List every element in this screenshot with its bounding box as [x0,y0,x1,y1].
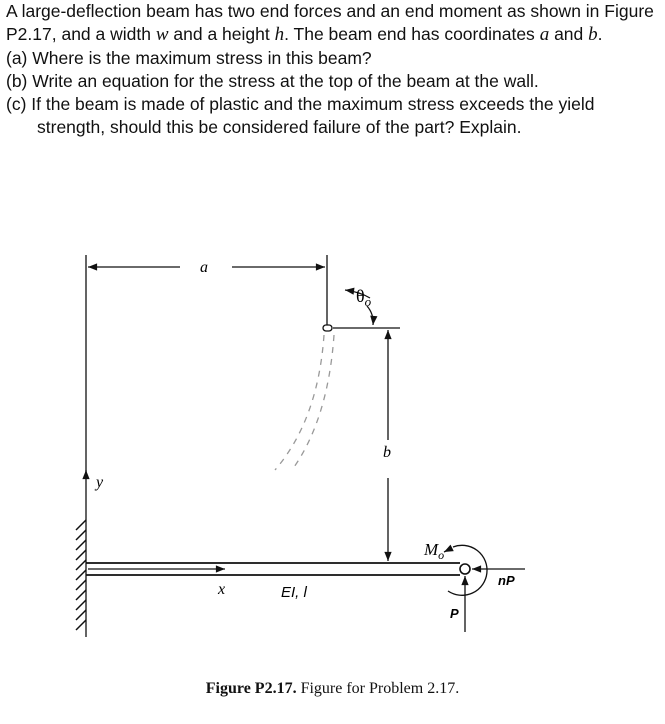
figure-caption [0,680,665,698]
caption-text: Figure for Problem 2.17. [300,680,460,697]
caption-label: Figure P2.17. [205,680,297,697]
var-a: a [539,24,550,46]
intro-text: A large-deflection beam has two end forces and an end moment as shown in Figure P2.17, and a width [6,1,654,45]
label-EI-l: EI, l [281,584,307,601]
deflected-beam-dashed [292,335,334,470]
label-a: a [200,259,208,276]
label-b: b [383,444,391,461]
intro-text: . [597,24,603,45]
label-y: y [96,474,104,491]
theta-symbol: θ [356,286,365,306]
label-x: x [218,581,226,598]
label-moment [423,540,444,562]
var-h: h [274,24,285,46]
wall-hatching [76,520,86,630]
intro-text: . The beam end has coordinates [284,24,535,45]
intro-text: and a height [173,24,270,45]
moment-sub: o [438,548,445,562]
moment-arc [448,545,487,595]
var-w: w [155,24,169,46]
label-P: P [450,606,459,621]
moment-arrow [444,548,452,552]
label-nP: nP [498,573,515,588]
deflected-beam-dashed [275,335,324,470]
moment-symbol: M [424,540,439,559]
var-b: b [588,24,598,46]
part-b: (b) Write an equation for the stress at the top of the beam at the wall. [6,70,539,91]
part-c: (c) If the beam is made of plastic and the maximum stress exceeds the yield strength, should this be considered failure of the part? Explain. [6,94,595,138]
deflected-end [323,325,332,331]
end-pin [460,564,470,574]
part-a: (a) Where is the maximum stress in this beam? [6,47,372,68]
intro-text: and [554,24,584,45]
theta-sub: o [364,294,372,309]
label-theta [356,286,372,309]
